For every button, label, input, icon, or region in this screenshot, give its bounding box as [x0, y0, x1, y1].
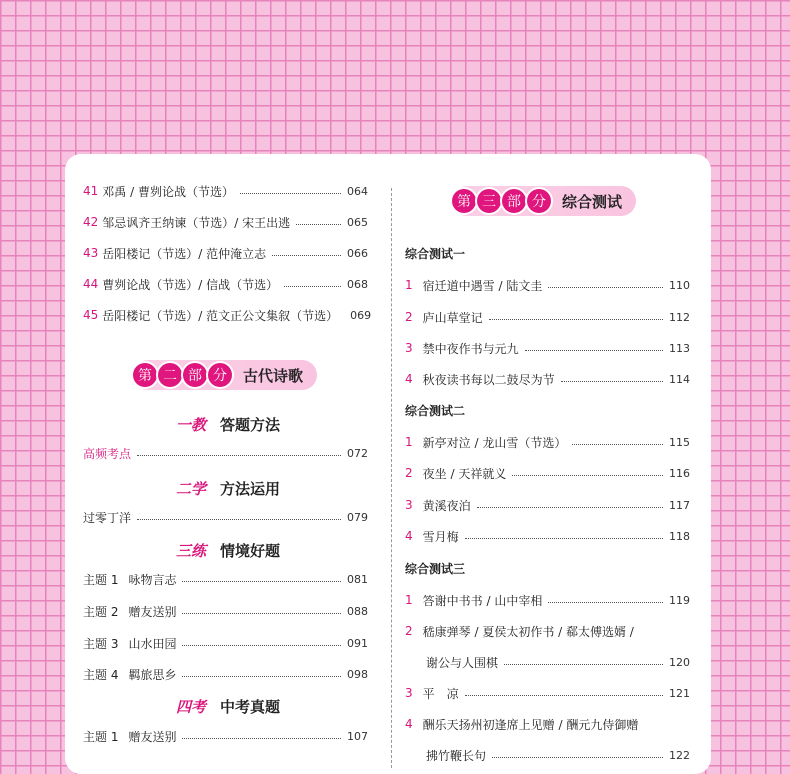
leader-dots	[137, 455, 341, 456]
entry-number: 3	[405, 686, 413, 700]
entry-number: 2	[405, 466, 413, 480]
entry-page: 098	[347, 667, 368, 681]
entry-page: 119	[669, 593, 690, 607]
entry-page: 115	[669, 435, 690, 449]
section-heading	[176, 696, 280, 717]
entry-label: 主题 3	[83, 636, 119, 651]
toc-entry[interactable]	[83, 570, 368, 588]
leader-dots	[465, 695, 663, 696]
toc-entry-continuation[interactable]	[426, 746, 690, 764]
entry-number: 2	[405, 310, 413, 324]
entry-number: 1	[405, 435, 413, 449]
entry-page: 088	[347, 604, 368, 618]
entry-number: 43	[83, 246, 99, 260]
entry-number: 1	[405, 278, 413, 292]
entry-title: 过零丁洋	[83, 510, 132, 525]
entry-title: 咏物言志	[128, 572, 177, 587]
test-group-heading: 综合测试一	[405, 247, 466, 261]
entry-title: 邓禹 / 曹刿论战（节选）	[102, 184, 234, 199]
entry-title: 岳阳楼记（节选）/ 范文正公文集叙（节选）	[102, 308, 339, 323]
entry-label: 主题 4	[83, 667, 119, 682]
entry-page: 066	[347, 246, 368, 260]
entry-title: 新亭对泣 / 龙山雪（节选）	[422, 435, 567, 450]
part-char: 第	[133, 363, 157, 387]
toc-entry[interactable]	[405, 464, 690, 482]
entry-page: 065	[347, 215, 368, 229]
entry-page: 079	[347, 510, 368, 524]
leader-dots	[504, 664, 663, 665]
toc-entry[interactable]	[83, 306, 372, 324]
entry-page: 110	[669, 278, 690, 292]
leader-dots	[525, 350, 663, 351]
entry-number: 4	[405, 717, 413, 731]
entry-number: 3	[405, 498, 413, 512]
leader-dots	[548, 287, 663, 288]
entry-title: 羁旅思乡	[128, 667, 177, 682]
entry-number: 44	[83, 277, 99, 291]
part-char: 第	[452, 189, 476, 213]
entry-page: 107	[347, 729, 368, 743]
leader-dots	[296, 224, 341, 225]
section-title: 中考真题	[220, 698, 281, 716]
part-three-banner	[452, 186, 636, 216]
entry-page: 121	[669, 686, 690, 700]
toc-entry[interactable]	[405, 276, 690, 294]
leader-dots	[512, 475, 663, 476]
entry-title: 谢公与人围棋	[426, 655, 499, 670]
toc-entry[interactable]	[405, 684, 690, 702]
entry-number: 2	[405, 624, 413, 638]
test-group-heading: 综合测试三	[405, 562, 466, 576]
entry-label: 主题 1	[83, 572, 119, 587]
toc-entry[interactable]	[405, 308, 690, 326]
leader-dots	[492, 757, 663, 758]
leader-dots	[284, 286, 341, 287]
entry-page: 122	[669, 748, 690, 762]
entry-title: 拂竹鞭长句	[426, 748, 487, 763]
leader-dots	[182, 738, 341, 739]
toc-entry[interactable]	[83, 244, 368, 262]
section-number: 一教	[176, 416, 207, 434]
part-char: 部	[183, 363, 207, 387]
leader-dots	[561, 381, 663, 382]
part-char: 分	[527, 189, 551, 213]
entry-title: 禁中夜作书与元九	[422, 341, 519, 356]
leader-dots	[182, 581, 341, 582]
toc-entry[interactable]	[83, 634, 368, 652]
toc-entry[interactable]	[405, 433, 690, 451]
entry-title: 庐山草堂记	[422, 310, 483, 325]
test-group-heading: 综合测试二	[405, 404, 466, 418]
entry-page: 114	[669, 372, 690, 386]
entry-number: 4	[405, 372, 413, 386]
entry-page: 091	[347, 636, 368, 650]
leader-dots	[489, 319, 663, 320]
entry-page: 081	[347, 572, 368, 586]
toc-entry[interactable]	[405, 339, 690, 357]
entry-title: 曹刿论战（节选）/ 信战（节选）	[102, 277, 279, 292]
entry-title: 嵇康弹琴 / 夏侯太初作书 / 郗太傅选婿 /	[422, 624, 634, 639]
toc-entry[interactable]	[405, 527, 690, 545]
toc-entry[interactable]	[405, 591, 690, 609]
entry-title: 高频考点	[83, 446, 132, 461]
entry-page: 117	[669, 498, 690, 512]
leader-dots	[272, 255, 341, 256]
entry-title: 黄溪夜泊	[422, 498, 471, 513]
toc-entry[interactable]	[405, 370, 690, 388]
section-title: 情境好题	[220, 542, 281, 560]
section-number: 三练	[176, 542, 207, 560]
entry-page: 116	[669, 466, 690, 480]
column-divider	[391, 188, 392, 768]
entry-title: 平 凉	[422, 686, 459, 701]
section-title: 答题方法	[220, 416, 281, 434]
entry-number: 41	[83, 184, 99, 198]
entry-page: 072	[347, 446, 368, 460]
part-title: 综合测试	[562, 192, 623, 211]
entry-title: 答谢中书书 / 山中宰相	[422, 593, 543, 608]
toc-entry[interactable]	[83, 727, 368, 745]
section-heading	[176, 414, 280, 435]
toc-entry[interactable]	[83, 665, 368, 683]
section-number: 四考	[176, 698, 207, 716]
part-title: 古代诗歌	[243, 366, 304, 385]
leader-dots	[465, 538, 663, 539]
entry-number: 3	[405, 341, 413, 355]
leader-dots	[548, 602, 663, 603]
toc-entry[interactable]	[405, 496, 690, 514]
toc-entry[interactable]	[83, 508, 368, 526]
toc-entry[interactable]	[83, 602, 368, 620]
entry-title: 山水田园	[128, 636, 177, 651]
leader-dots	[137, 519, 341, 520]
entry-title: 夜坐 / 天祥就义	[422, 466, 507, 481]
part-two-banner	[133, 360, 317, 390]
leader-dots	[182, 645, 341, 646]
entry-title: 岳阳楼记（节选）/ 范仲淹立志	[102, 246, 267, 261]
section-title: 方法运用	[220, 480, 281, 498]
section-number: 二学	[176, 480, 207, 498]
part-char: 二	[158, 363, 182, 387]
entry-number: 1	[405, 593, 413, 607]
toc-entry[interactable]	[405, 622, 690, 640]
leader-dots	[182, 613, 341, 614]
toc-entry[interactable]	[83, 182, 368, 200]
entry-page: 068	[347, 277, 368, 291]
entry-title: 雪月梅	[422, 529, 459, 544]
entry-label: 主题 2	[83, 604, 119, 619]
entry-title: 赠友送别	[128, 729, 177, 744]
toc-entry[interactable]	[83, 444, 368, 462]
entry-number: 4	[405, 529, 413, 543]
leader-dots	[477, 507, 663, 508]
part-char: 分	[208, 363, 232, 387]
entry-page: 113	[669, 341, 690, 355]
leader-dots	[182, 676, 341, 677]
toc-entry-continuation[interactable]	[426, 653, 690, 671]
toc-entry[interactable]	[405, 715, 690, 733]
entry-title: 邹忌讽齐王纳谏（节选）/ 宋王出逃	[102, 215, 291, 230]
entry-title: 秋夜读书每以二鼓尽为节	[422, 372, 555, 387]
entry-page: 069	[350, 308, 372, 322]
entry-page: 064	[347, 184, 368, 198]
toc-entry[interactable]	[83, 213, 368, 231]
entry-title: 赠友送别	[128, 604, 177, 619]
entry-page: 120	[669, 655, 690, 669]
entry-title: 酬乐天扬州初逢席上见赠 / 酬元九侍御赠	[422, 717, 639, 732]
entry-title: 宿迁道中遇雪 / 陆文圭	[422, 278, 543, 293]
toc-entry[interactable]	[83, 275, 368, 293]
section-heading	[176, 478, 280, 499]
entry-number: 42	[83, 215, 99, 229]
entry-label: 主题 1	[83, 729, 119, 744]
entry-page: 118	[669, 529, 690, 543]
section-heading	[176, 540, 280, 561]
leader-dots	[572, 444, 663, 445]
part-char: 三	[477, 189, 501, 213]
part-char: 部	[502, 189, 526, 213]
entry-number: 45	[83, 308, 99, 322]
leader-dots	[240, 193, 341, 194]
entry-page: 112	[669, 310, 690, 324]
